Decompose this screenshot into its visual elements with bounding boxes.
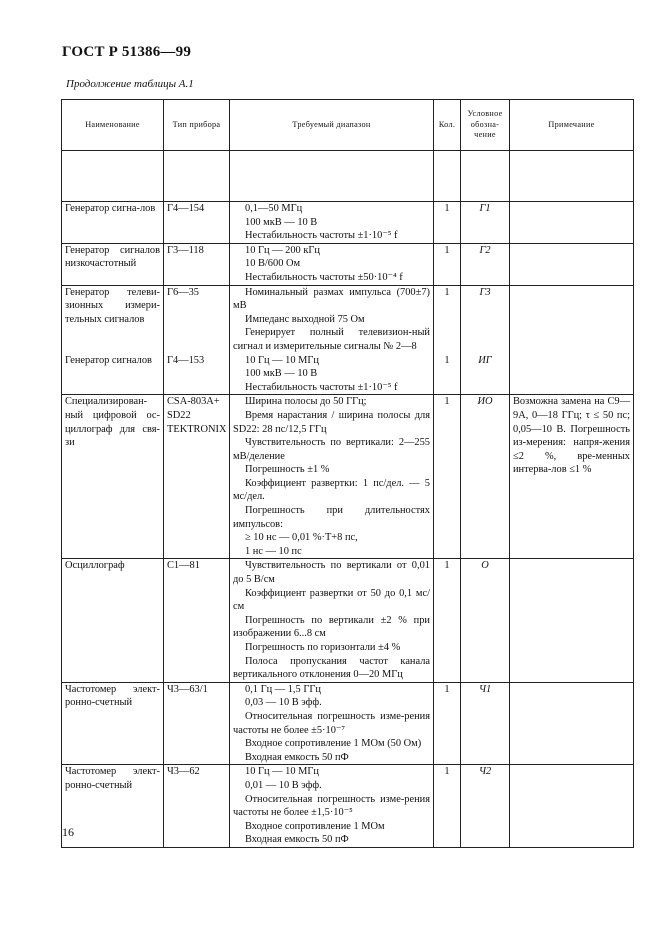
device-type: Г3—118 [164,243,230,285]
device-range [230,395,434,559]
device-code: Г3 [461,285,510,353]
device-note [510,682,634,765]
range-line: ≥ 10 нс — 0,01 %·T+8 пс, [245,532,358,544]
range-line: 100 мкВ — 10 В [245,216,318,228]
device-note [510,765,634,848]
col-header-note: Примечание [510,100,634,151]
device-code: ИО [461,395,510,559]
table-row [62,682,634,765]
device-qty: 1 [434,682,461,765]
col-header-range: Требуемый диапазон [230,100,434,151]
device-name: Генератор телеви-зионных измери-тельных сигналов [62,285,164,353]
device-name: Генератор сигналов низкочастотный [62,243,164,285]
device-note [510,354,634,395]
device-type: С1—81 [164,559,230,682]
range-line: Погрешность при длительностях импульсов: [233,505,430,530]
range-line: Относительная погрешность изме-рения частоты не более ±5·10⁻⁷ [233,710,430,736]
device-code: Г2 [461,243,510,285]
device-name: Частотомер элект-ронно-счетный [62,682,164,765]
range-line: 0,03 — 10 В эфф. [245,697,322,709]
range-line: 10 Гц — 10 МГц [245,354,319,366]
range-line: Номинальный размах импульса (700±7) мВ [233,286,430,312]
range-line: 10 В/600 Ом [245,258,301,270]
col-header-qty: Кол. [434,100,461,151]
device-qty: 1 [434,354,461,395]
range-line: Входная емкость 50 пФ [245,834,349,846]
device-note [510,285,634,353]
col-header-type: Тип прибора [164,100,230,151]
range-line: Чувствительность по вертикали: 2—255 мВ/деление [233,437,430,462]
range-line: Время нарастания / ширина полосы для SD22: 28 пс/12,5 ГГц [233,409,430,435]
device-range [230,354,434,395]
device-note [510,202,634,244]
device-code: ИГ [461,354,510,395]
standard-code: ГОСТ Р 51386—99 [62,44,192,60]
range-line: 0,1 Гц — 1,5 ГГц [245,683,321,695]
device-code: Г1 [461,202,510,244]
device-qty: 1 [434,765,461,848]
range-line: Входная емкость 50 пФ [245,751,349,763]
range-line: Чувствительность по вертикали от 0,01 до 5 В/см [233,560,430,586]
range-line: Входное сопротивление 1 МОм [245,820,385,832]
range-line: Погрешность по вертикали ±2 % при изображении 6...8 см [233,614,430,640]
device-name: Генератор сигна-лов [62,202,164,244]
range-line: Относительная погрешность изме-рения частоты не более ±1,5·10⁻⁵ [233,793,430,819]
range-line: 100 мкВ — 10 В [245,368,318,380]
device-type: Ч3—62 [164,765,230,848]
device-range [230,285,434,353]
device-range [230,202,434,244]
device-code: О [461,559,510,682]
device-note [510,243,634,285]
range-line: Генерирует полный телевизион-ный сигнал и измерительные сигналы № 2—8 [233,327,430,352]
range-line: Коэффициент развертки от 50 до 0,1 мс/см [233,587,430,613]
device-type: Г6—35 [164,285,230,353]
device-range [230,243,434,285]
equipment-table [61,99,634,848]
col-header-code: Условное обозна-чение [461,100,510,151]
device-type: Г4—154 [164,202,230,244]
device-range [230,682,434,765]
device-qty: 1 [434,559,461,682]
range-line: 0,01 — 10 В эфф. [245,779,322,791]
table-row [62,285,634,353]
table-row [62,765,634,848]
table-row [62,395,634,559]
range-line: 10 Гц — 10 МГц [245,766,319,778]
range-line: Нестабильность частоты ±50·10⁻⁴ f [245,271,403,283]
device-type: Г4—153 [164,354,230,395]
range-line: 10 Гц — 200 кГц [245,244,320,256]
device-type: Ч3—63/1 [164,682,230,765]
range-line: Нестабильность частоты ±1·10⁻⁵ f [245,381,398,393]
device-note: Возможна замена на С9—9А, 0—18 ГГц; τ ≤ 50 пс; 0,05—10 В. Погрешность из-мерения: напря-жения ≤2 %, вре-менных интерва-лов ≤1 % [510,395,634,559]
range-line: Импеданс выходной 75 Ом [245,313,365,325]
device-qty: 1 [434,395,461,559]
range-line: Погрешность ±1 % [245,464,330,476]
device-name: Частотомер элект-ронно-счетный [62,765,164,848]
device-type: CSA-803A+ SD22 TEKTRONIX [164,395,230,559]
col-header-name: Наименование [62,100,164,151]
range-line: Коэффициент развертки: 1 пс/дел. — 5 мс/дел. [233,477,430,503]
page-number: 16 [62,825,74,839]
device-range [230,559,434,682]
range-line: 1 нс — 10 пс [245,545,302,557]
device-qty: 1 [434,202,461,244]
device-name: Специализирован-ный цифровой ос-циллограф для свя-зи [62,395,164,559]
device-code: Ч2 [461,765,510,848]
table-row [62,243,634,285]
table-row [62,354,634,395]
range-line: 0,1—50 МГц [245,203,303,214]
table-row [62,202,634,244]
device-note [510,559,634,682]
range-line: Полоса пропускания частот канала вертикального отклонения 0—20 МГц [233,655,430,681]
table-row [62,559,634,682]
device-code: Ч1 [461,682,510,765]
range-line: Погрешность по горизонтали ±4 % [245,642,401,653]
table-header-row [62,100,634,151]
table-continuation-caption: Продолжение таблицы А.1 [66,78,194,90]
device-range [230,765,434,848]
device-qty: 1 [434,285,461,353]
device-qty: 1 [434,243,461,285]
range-line: Ширина полосы до 50 ГГц; [245,396,367,408]
device-name: Осциллограф [62,559,164,682]
range-line: Нестабильность частоты ±1·10⁻⁵ f [245,230,398,242]
range-line: Входное сопротивление 1 МОм (50 Ом) [245,738,422,750]
table-spacer-row [62,151,634,202]
device-name: Генератор сигналов [62,354,164,395]
